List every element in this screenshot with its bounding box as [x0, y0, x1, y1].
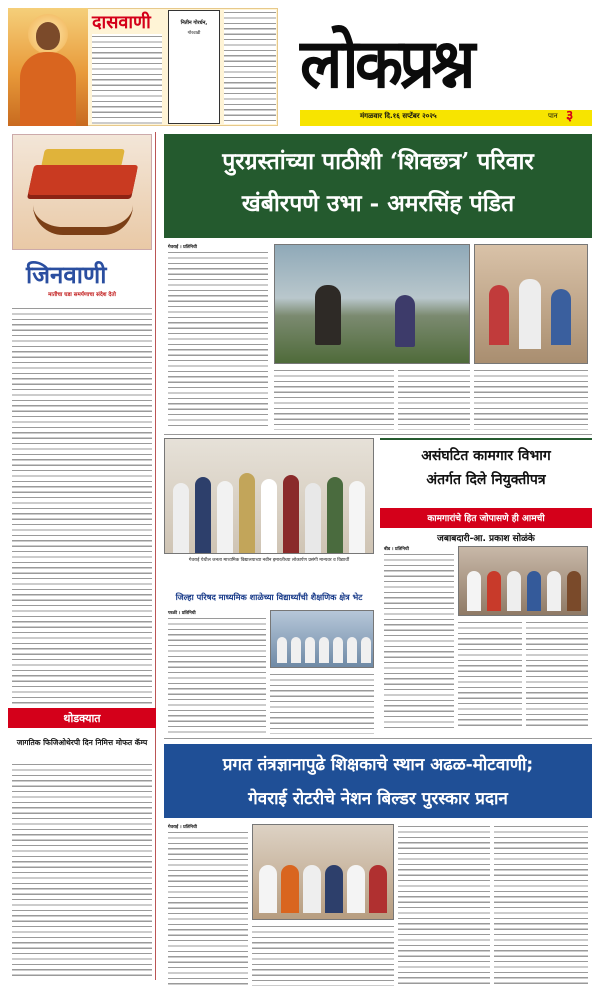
story5-dateline: गेवराई । प्रतिनिधी: [168, 825, 197, 830]
story3-text-column: [526, 620, 588, 730]
brief-headline: जागतिक फिजिओथेरपी दिन निमित्त मोफत कॅम्प: [16, 738, 148, 747]
story5-award-photo: [252, 824, 394, 920]
story3-subheadline-line2: जबाबदारी-आ. प्रकाश सोळंके: [437, 534, 535, 544]
story5-text-column: [398, 824, 490, 986]
story3-text-column: [384, 552, 454, 730]
story5-text-column: [252, 924, 394, 986]
story1-headline-line2: खंबीरपणे उभा - अमरसिंह पंडित: [241, 190, 515, 217]
story1-dateline: गेवराई । प्रतिनिधी: [168, 245, 197, 250]
greeting-advertisement: [168, 10, 220, 124]
story4-text-column: [270, 672, 374, 734]
scripture-book-image: [12, 134, 152, 250]
advertiser-name: नितीन गोरर्धन,: [180, 20, 208, 26]
saint-portrait-image: [8, 8, 88, 126]
story5-text-column: [494, 824, 588, 986]
story4-headline: जिल्हा परिषद माध्यमिक शाळेच्या विद्यार्थ्यांची शैक्षणिक क्षेत्र भेट: [175, 592, 363, 602]
story3-subheadline-line1: कामगारांचे हित जोपासणे ही आमची: [427, 514, 545, 524]
dasvani-title: दासवाणी: [92, 12, 151, 33]
section-divider: [164, 738, 592, 739]
story1-text-column: [168, 250, 268, 430]
story5-headline-line2: गेवराई रोटरीचे नेशन बिल्डर पुरस्कार प्रदान: [248, 789, 508, 809]
promo-side-text: [224, 10, 276, 124]
page-number: ३: [566, 108, 574, 124]
story1-flood-photo: [274, 244, 470, 364]
story3-appointment-photo: [458, 546, 588, 616]
story1-headline-line1: पुरग्रस्तांच्या पाठीशी ‘शिवछत्र’ परिवार: [222, 148, 534, 175]
jinvani-subtitle: मातीचा घडा समर्पणाचा संदेश देतो: [48, 292, 116, 298]
story4-text-column: [168, 616, 266, 734]
jinvani-article-body: [12, 306, 152, 704]
story3-headline-line1: असंघटित कामगार विभाग: [421, 448, 551, 464]
story1-crowd-photo: [474, 244, 588, 364]
story3-text-column: [458, 620, 522, 730]
brief-article-body: [12, 762, 152, 978]
dasvani-verse-text: [92, 34, 162, 124]
story3-dateline: बीड । प्रतिनिधी: [384, 547, 409, 552]
story4-dateline: परळी । प्रतिनिधी: [168, 611, 196, 616]
section-divider: [164, 434, 592, 435]
advertiser-city: गोरवाडी: [187, 31, 201, 36]
story1-text-column: [398, 368, 470, 430]
school-event-group-photo: [164, 438, 374, 554]
story5-text-column: [168, 830, 248, 986]
story1-text-column: [474, 368, 588, 430]
story5-headline-line1: प्रगत तंत्रज्ञानापुढे शिक्षकाचे स्थान अढळ-मोटवाणी;: [222, 755, 534, 775]
brief-section-label: थोडक्यात: [63, 712, 101, 725]
newspaper-logo: लोकप्रश्न: [300, 24, 472, 104]
story4-field-trip-photo: [270, 610, 374, 668]
page-label: पान: [548, 112, 558, 120]
issue-date: मंगळवार दि.१६ सप्टेंबर २०२५: [360, 112, 437, 120]
group-photo-caption: गेवराई येथील जनता माध्यमिक विद्यालयाच्या नवीन इमारतीच्या लोकार्पण प्रसंगी मान्यवर व विद्यार्थी: [188, 558, 350, 563]
story3-headline-line2: अंतर्गत दिले नियुक्तीपत्र: [426, 472, 546, 488]
story1-text-column: [274, 368, 394, 430]
jinvani-title: जिनवाणी: [26, 260, 107, 289]
